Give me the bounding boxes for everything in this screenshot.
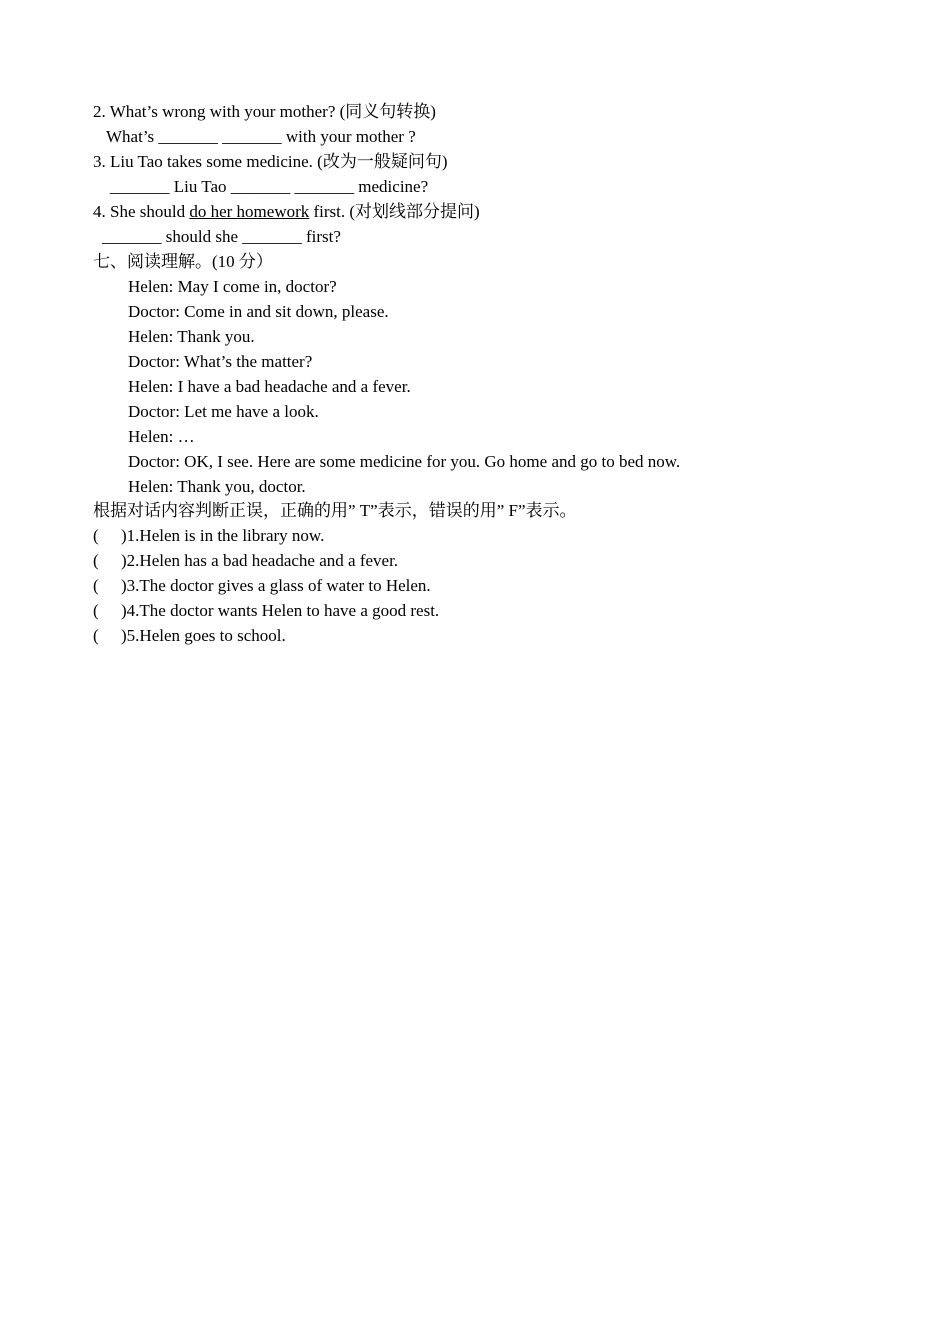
question-2-answer: What’s _______ _______ with your mother ? — [106, 127, 416, 146]
true-false-statement: )4.The doctor wants Helen to have a good rest. — [121, 601, 440, 620]
dialogue-line: Helen: Thank you. — [128, 327, 255, 346]
section-7-heading: 七、阅读理解。(10 分） — [93, 252, 273, 271]
answer-blank-paren: ( — [93, 551, 99, 570]
dialogue-line: Doctor: Come in and sit down, please. — [128, 302, 389, 321]
true-false-statement: )5.Helen goes to school. — [121, 626, 286, 645]
answer-blank-paren: ( — [93, 526, 99, 545]
question-3-answer: _______ Liu Tao _______ _______ medicine? — [110, 177, 429, 196]
true-false-item-1 — [93, 523, 324, 548]
dialogue-line: Doctor: What’s the matter? — [128, 352, 313, 371]
dialogue-line: Doctor: OK, I see. Here are some medicine for you. Go home and go to bed now. — [128, 452, 681, 471]
true-false-statement: )1.Helen is in the library now. — [121, 526, 325, 545]
true-false-statement: )3.The doctor gives a glass of water to Helen. — [121, 576, 431, 595]
dialogue-line: Doctor: Let me have a look. — [128, 402, 319, 421]
true-false-statement: )2.Helen has a bad headache and a fever. — [121, 551, 399, 570]
question-3-prompt: 3. Liu Tao takes some medicine. (改为一般疑问句) — [93, 152, 448, 171]
dialogue-line: Helen: … — [128, 427, 195, 446]
dialogue-line: Helen: I have a bad headache and a fever. — [128, 377, 411, 396]
question-4-underlined-phrase: do her homework — [189, 202, 310, 221]
answer-blank-paren: ( — [93, 576, 99, 595]
true-false-instruction: 根据对话内容判断正误，正确的用” T”表示，错误的用” F”表示。 — [93, 501, 577, 520]
dialogue-line: Helen: Thank you, doctor. — [128, 477, 306, 496]
true-false-item-5 — [93, 623, 286, 648]
question-4-answer: _______ should she _______ first? — [102, 227, 341, 246]
dialogue-line: Helen: May I come in, doctor? — [128, 277, 337, 296]
question-4-prompt-end: first. (对划线部分提问) — [309, 202, 480, 221]
answer-blank-paren: ( — [93, 626, 99, 645]
answer-blank-paren: ( — [93, 601, 99, 620]
question-2-prompt: 2. What’s wrong with your mother? (同义句转换) — [93, 102, 436, 121]
question-4-prompt — [93, 199, 480, 224]
question-4-prompt-start: 4. She should — [93, 202, 190, 221]
true-false-item-3 — [93, 573, 431, 598]
true-false-item-2 — [93, 548, 398, 573]
true-false-item-4 — [93, 598, 439, 623]
